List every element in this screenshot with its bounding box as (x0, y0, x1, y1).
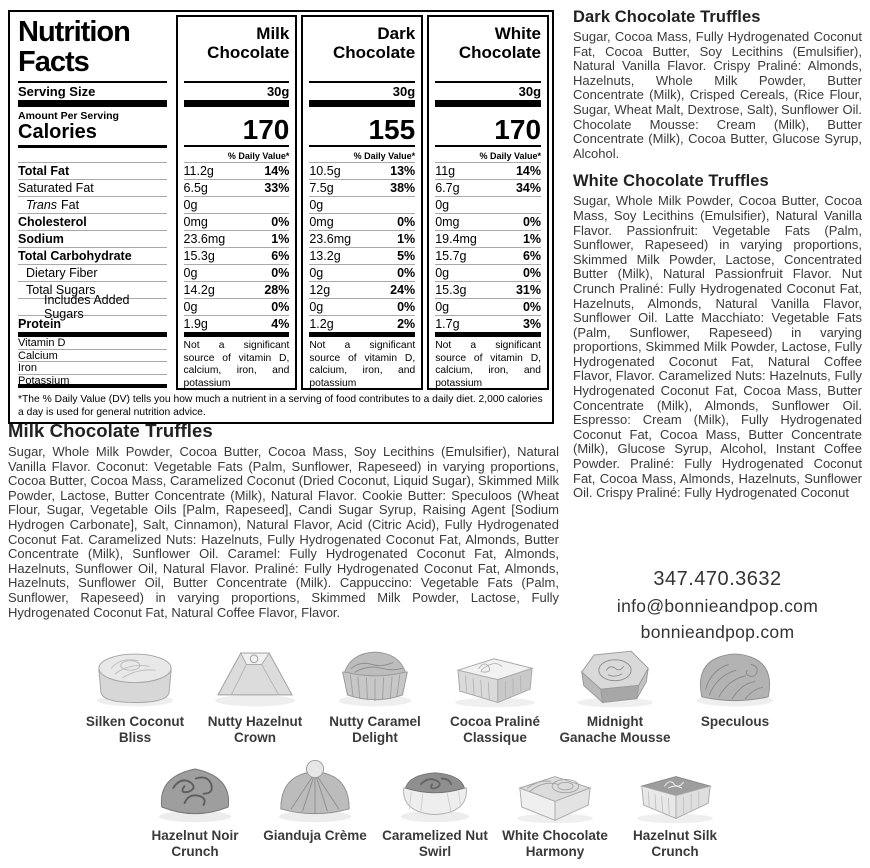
chocolate-row-1 (0, 634, 870, 746)
milk-chocolate-header: Milk Chocolate (207, 24, 290, 62)
dark-truffles-ingredients: Sugar, Cocoa Mass, Fully Hydrogenated Coconut Fat, Cocoa Butter, Soy Lecithins (Emulsifier), Natural Vanilla Flavor. Crispy Praliné: Almonds, Hazelnuts, Whole Milk Powder, Butter Concentrate (Milk), Crisped Cereals, (Rice Flour, Sugar, Wheat Malt, Dextrose, Salt), Sunflower Oil. Chocolate Mousse: Cream (Milk), Butter Concentrate (Milk), Cocoa Butter, Glucose Syrup, Alcohol. (573, 29, 862, 161)
dark-daily-value-header: % Daily Value* (309, 145, 415, 162)
white-chocolate-header: White Chocolate (458, 24, 542, 62)
right-ingredients-column (573, 8, 862, 645)
iron-row: Iron (18, 362, 167, 375)
nutrition-label-column (10, 15, 172, 390)
nutrient-row-protein: Protein (18, 315, 167, 332)
chocolate-name: Speculous (700, 714, 770, 729)
amount-per-serving-label: Amount Per Serving (18, 110, 119, 122)
chocolate-item (197, 634, 313, 746)
nutrition-columns (10, 15, 549, 390)
white-truffles-ingredients: Sugar, Whole Milk Powder, Cocoa Butter, Cocoa Mass, Soy Lecithins (Emulsifier), Natural Vanilla Flavor. Passionfruit: Vegetable Fats (Palm, Sunflower, Rapeseed) in varying proportions, Skimmed Milk Powder, Lactose, Concentrated Butter (Milk), Natural Passionfruit Flavor. Nut Crunch Praliné: Fully Hydrogenated Coconut Fat, Hazelnuts, Almonds, Natural Vanilla Flavor, Sunflower Oil. Latte Macchiato: Vegetable Fats (Palm, Sunflower, Rapeseed) in varying proportions, Skimmed Milk Powder, Lactose, Fully Hydrogenated Coconut Fat, Natural Coffee Flavor, Flavor. Caramelized Nuts: Hazelnuts, Fully Hydrogenated Coconut Fat, Cocoa Mass, Butter Concentrate (Milk), Almonds, Sunflower Oil. Espresso: Cream (Milk), Fully Hydrogenated Coconut Fat, Cocoa Mass, Butter Concentrate (Milk), Glucose Syrup, Alcohol, Instant Coffee Powder. Praliné: Fully Hydrogenated Coconut Fat, Cocoa Mass, Almonds, Hazelnuts, Sunflower Oil. Crispy Praliné: Fully Hydrogenated Coconut (573, 193, 862, 501)
chocolate-image-gianduja-creme (257, 748, 373, 826)
title-line-2: Facts (18, 46, 89, 78)
chocolate-name: Gianduja Crème (263, 828, 367, 843)
milk-ingredients-section (8, 420, 559, 631)
chocolate-image-nutty-caramel-delight (317, 634, 433, 712)
nutrition-facts-title (18, 17, 167, 81)
milk-chocolate-column: Milk Chocolate 30g 170 % Daily Value* 11.2g 14% 6.5g 33% 0g 0mg 0% 23.6mg 1% 15.3g 6% 0g 0% 14.2g 28% 0g 0% 1.9g 4% Not a significant source of vitamin D, calcium, iron, and potassium (176, 15, 298, 390)
milk-daily-value-header: % Daily Value* (184, 145, 290, 162)
nutrient-row-total-fat: Total Fat (18, 162, 167, 179)
chocolate-name: Nutty Caramel Delight (329, 714, 421, 745)
dark-chocolate-header: Dark Chocolate (333, 24, 416, 62)
white-calories-value: 170 (494, 114, 542, 145)
email-address: info@bonnieandpop.com (616, 595, 819, 616)
dark-serving-value: 30g (309, 81, 415, 107)
chocolate-item (557, 634, 673, 746)
chocolate-image-hazelnut-noir-crunch (137, 748, 253, 826)
chocolate-item (497, 748, 613, 860)
phone-number: 347.470.3632 (653, 567, 782, 590)
nutrient-row-cholesterol: Cholesterol (18, 213, 167, 230)
chocolate-name: White Chocolate Harmony (502, 828, 608, 859)
nutrient-row-saturated-fat: Saturated Fat (18, 179, 167, 196)
chocolate-item (137, 748, 253, 860)
milk-not-significant-note: Not a significant source of vitamin D, calcium, iron, and potassium (184, 332, 290, 388)
chocolate-image-white-chocolate-harmony (497, 748, 613, 826)
nutrient-row-dietary-fiber: Dietary Fiber (18, 264, 167, 281)
chocolate-image-cocoa-praline-classique (437, 634, 553, 712)
chocolate-name: Silken Coconut Bliss (85, 714, 185, 745)
chocolate-name: Nutty Hazelnut Crown (207, 714, 303, 745)
chocolate-item (317, 634, 433, 746)
chocolate-image-speculous (677, 634, 793, 712)
milk-truffles-ingredients: Sugar, Whole Milk Powder, Cocoa Butter, Cocoa Mass, Soy Lecithins (Emulsifier), Natural Vanilla Flavor. Coconut: Vegetable Fats (Palm, Sunflower, Rapeseed) in varying proportions, Cocoa Butter, Cocoa Mass, Caramelized Coconut (Dried Coconut, Liquid Sugar), Skimmed Milk Powder, Lactose, Butter Concentrate (Milk), Natural Flavor. Cookie Butter: Speculoos (Wheat Flour, Sugar, Vegetable Oils [Palm, Rapeseed], Candi Sugar Syrup, Raising Agent [Sodium Hydrogen Carbonate], Salt, Cinnamon), Natural Flavor, Acid (Citric Acid), Fully Hydrogenated Coconut Fat. Caramelized Nuts: Hazelnuts, Fully Hydrogenated Coconut Fat, Almonds, Butter Concentrate (Milk), Sunflower Oil. Caramel: Fully Hydrogenated Coconut Fat, Almonds, Hazelnuts, Sunflower Oil, Natural Flavor. Praliné: Fully Hydrogenated Coconut Fat, Almonds, Hazelnuts, Sunflower Oil, Butter Concentrate (Milk). Cappuccino: Vegetable Fats (Palm, Sunflower, Rapeseed) in varying proportions, Skimmed Milk Powder, Lactose, Fully Hydrogenated Coconut Fat, Natural Coffee Flavor, Flavor. (8, 444, 559, 620)
chocolate-image-silken-coconut-bliss (77, 634, 193, 712)
daily-value-footnote: *The % Daily Value (DV) tells you how much a nutrient in a serving of food contributes to a daily diet. 2,000 calories a day is used for general nutrition advice. (18, 394, 543, 418)
white-chocolate-column: White Chocolate 30g 170 % Daily Value* 11g 14% 6.7g 34% 0g 0mg 0% 19.4mg 1% 15.7g 6% 0g 0% 15.3g 31% 0g 0% 1.7g 3% Not a significant source of vitamin D, calcium, iron, and potassium (427, 15, 549, 390)
vitamins-list (18, 332, 167, 388)
chocolate-name: Midnight Ganache Mousse (559, 714, 671, 745)
white-serving-value: 30g (435, 81, 541, 107)
calories-label: Calories (18, 121, 97, 143)
website-url: bonnieandpop.com (640, 621, 795, 642)
chocolate-item (437, 634, 553, 746)
calcium-row: Calcium (18, 350, 167, 363)
white-not-significant-note: Not a significant source of vitamin D, calcium, iron, and potassium (435, 332, 541, 388)
chocolate-image-midnight-ganache-mousse (557, 634, 673, 712)
dark-chocolate-column: Dark Chocolate 30g 155 % Daily Value* 10.5g 13% 7.5g 38% 0g 0mg 0% 23.6mg 1% 13.2g 5% 0g 0% 12g 24% 0g 0% 1.2g 2% Not a significant source of vitamin D, calcium, iron, and potassium (301, 15, 423, 390)
chocolate-image-hazelnut-silk-crunch (617, 748, 733, 826)
chocolate-image-caramelized-nut-swirl (377, 748, 493, 826)
chocolate-item (617, 748, 733, 860)
chocolate-item (77, 634, 193, 746)
vitamin-d-row: Vitamin D (18, 337, 167, 350)
chocolate-name: Hazelnut Noir Crunch (151, 828, 239, 859)
chocolate-item (677, 634, 793, 746)
dark-truffles-heading: Dark Chocolate Truffles (573, 8, 761, 26)
calories-label-block (18, 107, 167, 145)
nutrient-row-trans-fat: Trans Fat (18, 196, 167, 213)
daily-value-spacer (18, 145, 167, 162)
chocolate-name: Hazelnut Silk Crunch (632, 828, 718, 859)
chocolate-item (257, 748, 373, 860)
milk-calories-value: 170 (242, 114, 290, 145)
potassium-row: Potassium (18, 374, 70, 387)
chocolate-image-nutty-hazelnut-crown (197, 634, 313, 712)
chocolate-item (377, 748, 493, 860)
contact-block (573, 565, 862, 645)
title-line-1: Nutrition (18, 16, 130, 48)
white-truffles-heading: White Chocolate Truffles (573, 172, 769, 191)
dark-not-significant-note: Not a significant source of vitamin D, calcium, iron, and potassium (309, 332, 415, 388)
serving-size-label: Serving Size (18, 81, 167, 107)
chocolate-name: Caramelized Nut Swirl (382, 828, 488, 859)
chocolate-row-2 (0, 748, 870, 860)
nutrient-row-total-sugars: Total Sugars (18, 281, 167, 298)
dark-calories-value: 155 (368, 114, 416, 145)
nutrient-row-total-carbohydrate: Total Carbohydrate (18, 247, 167, 264)
nutrient-row-added-sugars: Includes Added Sugars (18, 298, 167, 315)
white-daily-value-header: % Daily Value* (435, 145, 541, 162)
nutrition-facts-panel (8, 10, 554, 424)
milk-serving-value: 30g (184, 81, 290, 107)
milk-truffles-heading: Milk Chocolate Truffles (8, 420, 213, 441)
chocolate-name: Cocoa Praliné Classique (449, 714, 541, 745)
nutrient-row-sodium: Sodium (18, 230, 167, 247)
